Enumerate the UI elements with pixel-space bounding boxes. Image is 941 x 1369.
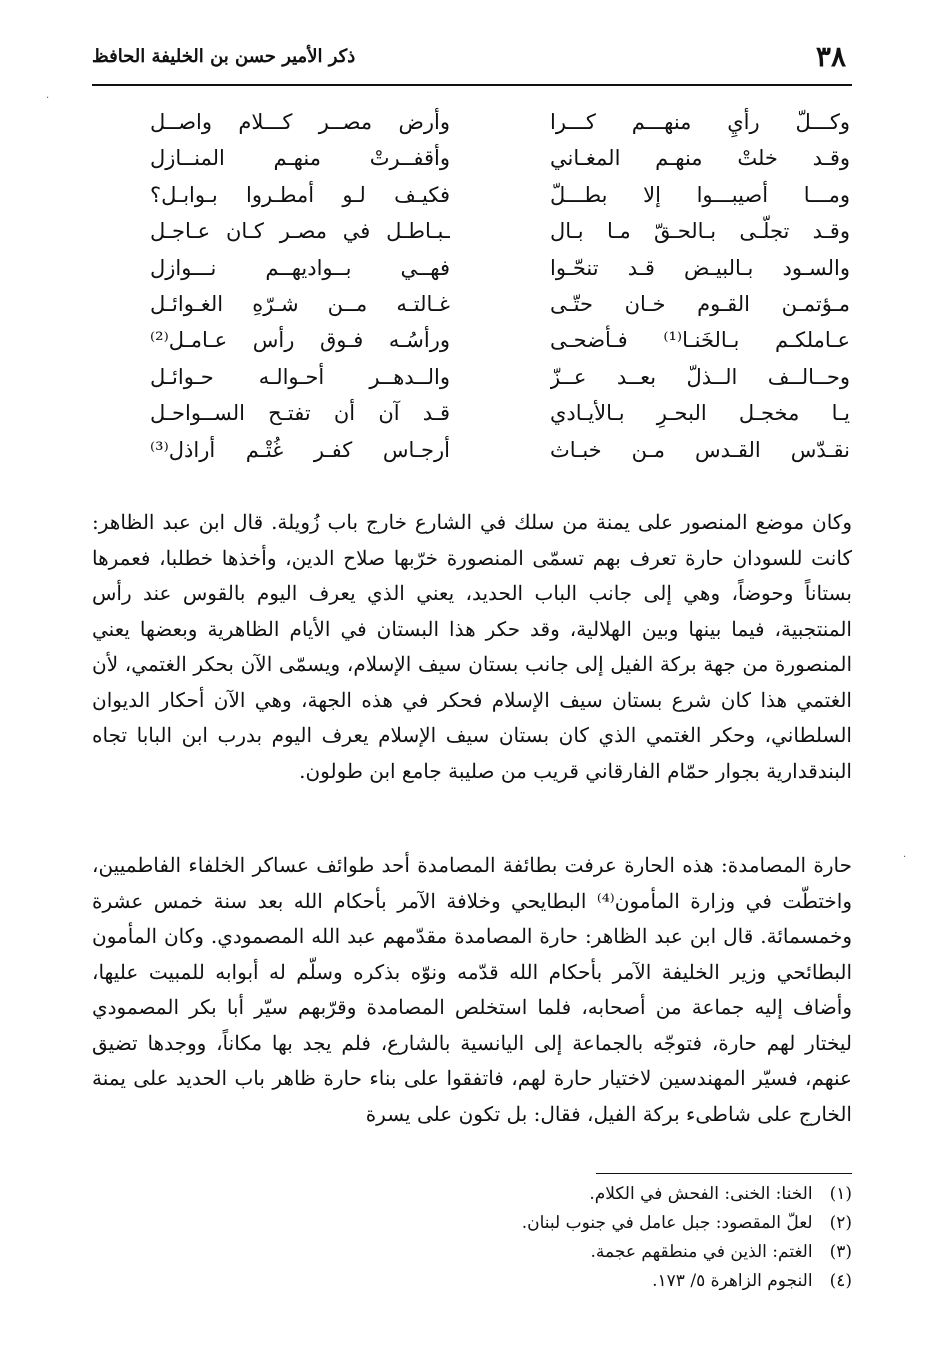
footnote-number: (٣)	[829, 1242, 852, 1262]
poem	[150, 104, 850, 468]
footnote-rule	[596, 1173, 852, 1174]
footnote	[300, 1267, 852, 1296]
verse-first-hemistich: عـاملكـم بـالخَنـا⁽¹⁾ فـأضحـى	[550, 328, 850, 353]
verse-second-hemistich: فهــي بــواديهــم نـــوازل	[150, 255, 450, 280]
page-header	[92, 40, 852, 88]
verse-second-hemistich: وأقفــرتْ منهـم المنــازل	[150, 146, 450, 171]
paragraph-mansura: وكان موضع المنصور على يمنة من سلك في الشارع خارج باب زُويلة. قال ابن عبد الظاهر: كانت للسودان حارة تعرف بهم تسمّى المنصورة خرّبها صلاح الدين، وأخذها خطلبا، فعمرها بستاناً وحوضاً، وهي إلى جانب الباب الحديد، يعني الذي يعرف اليوم بالقوس عند رأس المنتجبية، فيما بينها وبين الهلالية، وقد حكر هذا البستان في الأيام الظاهرية وبعضها يعني المنصورة من جهة بركة الفيل إلى جانب بستان سيف الإسلام، ويسمّى الآن بحكر الغتمي، لأن الغتمي هذا كان شرع بستان سيف الإسلام فحكر في هذه الجهة، وهي الآن أحكار الديوان السلطاني، وحكر الغتمي الذي كان بستان سيف الإسلام يعرف اليوم بدرب ابن البابا تجاه البندقدارية بجوار حمّام الفارقاني قريب من صليبة جامع ابن طولون.	[92, 510, 852, 783]
verse-first-hemistich: وقـد تجلّـى بـالحـقّ مـا بـال	[550, 219, 850, 244]
footnote	[300, 1238, 852, 1267]
verse-first-hemistich: نقـدّس القـدس مـن خبـاث	[550, 437, 850, 462]
verse-line	[150, 177, 850, 213]
paragraph-masamida: حارة المصامدة: هذه الحارة عرفت بطائفة المصامدة أحد طوائف عساكر الخلفاء الفاطميين، واختطّت في وزارة المأمون⁽⁴⁾ البطايحي وخلافة الآمر بأحكام الله بعد سنة خمس عشرة وخمسمائة. قال ابن عبد الظاهر: حارة المصامدة مقدّمهم عبد الله المصمودي. وكان المأمون البطائحي وزير الخليفة الآمر بأحكام الله قدّمه ونوّه بذكره وسلّم له أبوابه للمبيت عليها، وأضاف إليه جماعة من أصحابه، فلما استخلص المصامدة وقرّبهم سيّر أبا بكر المصمودي ليختار لهم حارة، فتوجّه بالجماعة إلى اليانسية بالشارع، فلم يجد بها مكاناً، ووجدها تضيق عنهم، فسيّر المهندسين لاختيار حارة لهم، فاتفقوا على بناء حارة ظاهر باب الحديد على يمنة الخارج على شاطىء بركة الفيل، فقال: بل تكون على يسرة	[92, 853, 853, 1126]
verse-first-hemistich: يـا مخجـل البحـرِ بـالأيـادي	[550, 401, 850, 426]
footnote	[300, 1180, 852, 1209]
verse-second-hemistich: غـالتـه مــن شـرّهِ الغـوائـل	[150, 291, 450, 316]
verse-first-hemistich: مـؤتمـن القـوم خـان حتّـى	[550, 291, 850, 316]
footnote	[300, 1209, 852, 1238]
footnote-text: الخنا: الخنى: الفحش في الكلام.	[589, 1184, 813, 1204]
verse-second-hemistich: ورأسُـه فـوق رأس عـامـل⁽²⁾	[150, 328, 450, 353]
verse-second-hemistich: والــدهــر أحـوالـه حـوائـل	[150, 364, 450, 389]
running-title: ذكر الأمير حسن بن الخليفة الحافظ	[92, 46, 356, 67]
verse-line	[150, 359, 850, 395]
footnote-text: الغتم: الذين في منطقهم عجمة.	[590, 1242, 813, 1262]
verse-first-hemistich: والسـود بـالبيـض قـد تنحّـوا	[550, 255, 850, 280]
verse-line	[150, 250, 850, 286]
scan-speck: ·	[46, 93, 50, 104]
footnote-number: (٢)	[829, 1213, 852, 1233]
verse-line	[150, 286, 850, 322]
verse-line	[150, 322, 850, 358]
footnote-text: لعلّ المقصود: جبل عامل في جنوب لبنان.	[521, 1213, 813, 1233]
footnotes	[300, 1180, 852, 1296]
footnote-number: (١)	[829, 1184, 852, 1204]
verse-second-hemistich: ـبـاطـل في مصـر كـان عـاجـل	[150, 219, 450, 244]
verse-line	[150, 395, 850, 431]
footnote-text: النجوم الزاهرة ٥/ ١٧٣.	[652, 1271, 813, 1291]
verse-second-hemistich: قـد آن أن تفتـح الســواحـل	[150, 401, 450, 426]
verse-first-hemistich: وحــالــف الــذلّ بعــد عــزّ	[550, 364, 850, 389]
footnote-number: (٤)	[829, 1271, 852, 1291]
verse-line	[150, 432, 850, 468]
scan-speck: ·	[903, 852, 907, 863]
verse-line	[150, 213, 850, 249]
verse-line	[150, 140, 850, 176]
page-number: ٣٨	[815, 40, 846, 73]
verse-first-hemistich: ومـــا أصيبـــوا إلا بطـــلّ	[550, 182, 850, 207]
verse-second-hemistich: فكيـف لـو أمطـروا بـوابـل؟	[150, 182, 450, 207]
header-rule	[92, 84, 852, 86]
verse-line	[150, 104, 850, 140]
verse-first-hemistich: وقـد خلتْ منهـم المغـاني	[550, 146, 850, 171]
verse-second-hemistich: وأرض مصــر كـــلام واصــل	[150, 110, 450, 134]
verse-second-hemistich: أرجـاس كفـر غُتْـم أراذل⁽³⁾	[150, 437, 450, 462]
verse-first-hemistich: وكـــلّ رأيِ منهـــم كـــرا	[550, 110, 850, 134]
